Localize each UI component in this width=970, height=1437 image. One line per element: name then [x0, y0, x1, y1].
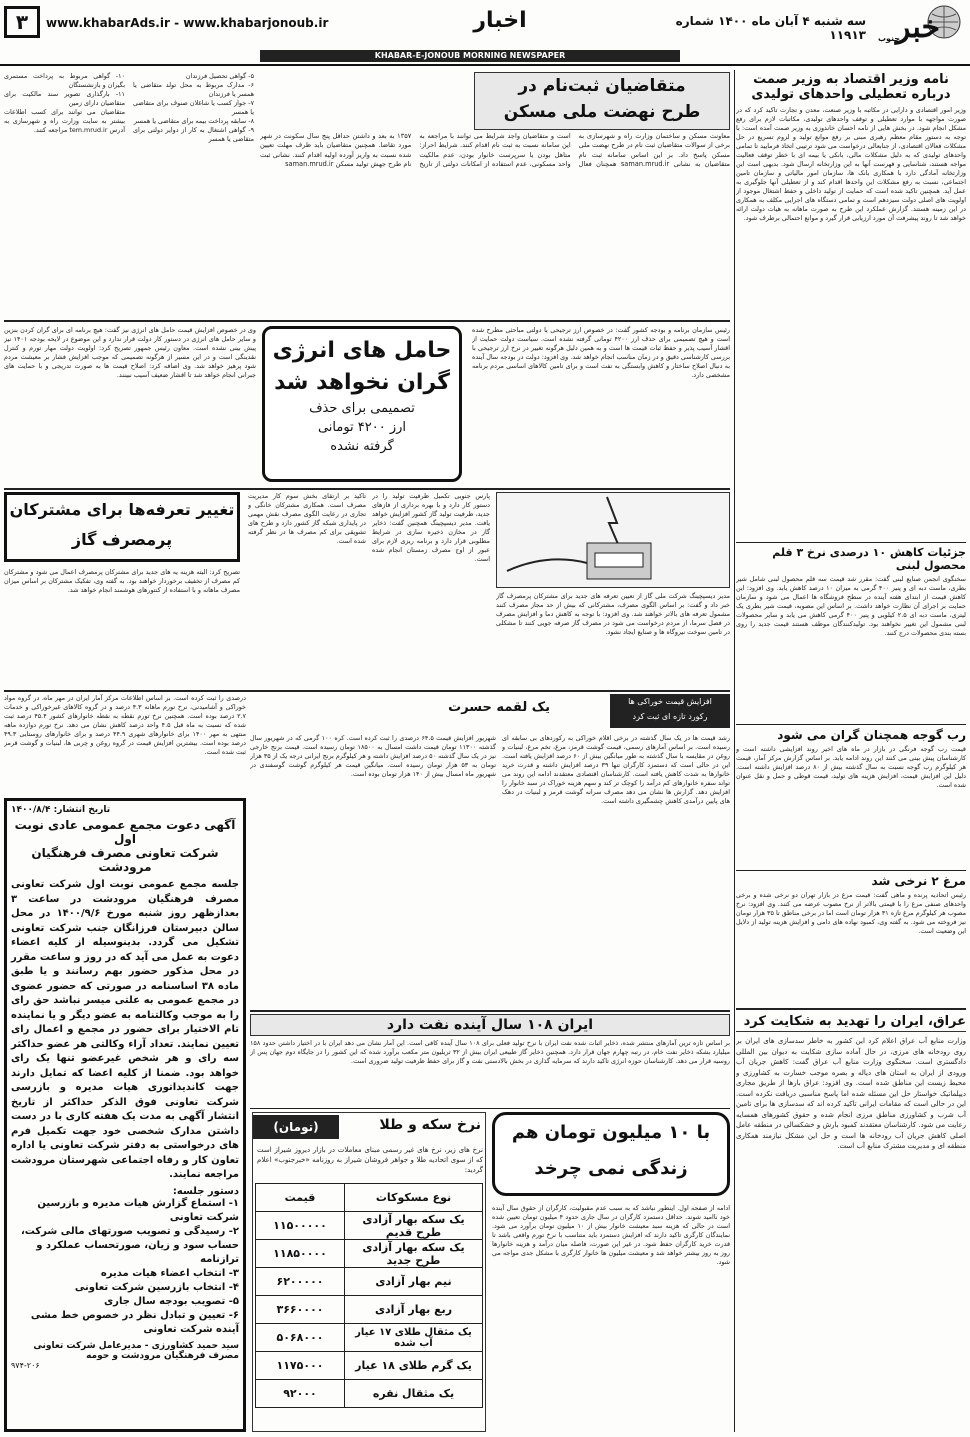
english-band [260, 50, 680, 62]
website-url[interactable]: www.khabarAds.ir - www.khabarjonoub.ir [46, 16, 329, 30]
iraq-body: وزارت منابع آب عراق اعلام کرد این کشور به خاطر سدسازی های ایران بر روی رودخانه های مرزی، در حال آماده سازی شکایت به دیوان بین المللی دادگستری است. سخنگوی وزارت منابع آب عراق گفت: کاهش جریان آب ورودی از ایران به استان های دیاله و بصره موجب خسارت به کشاورزی و محیط زیست این مناطق شده است. وی افزود: عراق بارها از طریق مجاری دیپلماتیک خواستار حل این مسئله شده اما پاسخ مناسبی دریافت نکرده است. این در حالی است که مقامات ایرانی تاکید کرده اند که سدسازی ها برای تامین آب شرب و کشاورزی مناطق مرزی انجام شده و حقوق کشورهای همسایه رعایت می شود. کارشناسان معتقدند کمبود بارش و خشکسالی در منطقه عامل اصلی کاهش جریان آب رودخانه ها است و حل این مشکل نیازمند همکاری منطقه ای و مدیریت مشترک منابع آب است. [736, 1037, 966, 1150]
dairy-title: جزئیات کاهش ۱۰ درصدی نرخ ۳ قلم محصول لبنی [772, 546, 966, 572]
notice-date: تاریخ انتشار: ۱۴۰۰/۸/۴ [11, 805, 111, 815]
coin-table [255, 1183, 483, 1408]
dairy-body: سخنگوی انجمن صنایع لبنی گفت: مقرر شد قیمت سه قلم محصول لبنی شامل شیر بطری، ماست دبه ای و پنیر ۴۰۰ گرمی به میزان ۱۰ درصد کاهش یابد. وی افزود: این کاهش قیمت از ابتدای هفته آینده در سطح فروشگاه ها اعمال می شود و سازمان حمایت بر اجرای آن نظارت خواهد داشت. بر اساس این مصوبه، قیمت شیر بطری یک لیتری، ماست دبه ای ۲.۵ کیلویی و پنیر ۴۰۰ گرمی کاهش می یابد و سایر محصولات لبنی مشمول این تغییر نخواهند بود. تولیدکنندگان موظف هستند قیمت جدید را روی بسته بندی محصولات درج کنند. [736, 575, 966, 637]
inflation-body: درصدی را ثبت کرده است. بر اساس اطلاعات مرکز آمار ایران در مهر ماه، در گروه مواد خوراکی و آشامیدنی، نرخ تورم ماهانه ۴.۳ درصد و در گروه کالاهای غیرخوراکی و خدمات ۲.۷ درصد بوده است. همچنین نرخ تورم نقطه به نقطه خانوارهای کشور ۴۵.۴ درصد ثبت شده که نسبت به ماه قبل ۴.۵ واحد درصد کاهش نشان می دهد. نرخ تورم دوازده ماهه منتهی به مهر ۱۴۰۰ برای خانوارهای شهری ۴۴.۹ درصد و برای خانوارهای روستایی ۴۹.۳ درصد بوده است. بیشترین افزایش قیمت در گروه روغن و چربی ها، لبنیات و گوشت قرمز ثبت شده است. [4, 694, 246, 756]
notice-title: آگهی دعوت مجمع عمومی عادی نوبت اول [14, 818, 236, 846]
coin-item: یک مثقال طلای ۱۷ عیار آب شده [345, 1324, 483, 1352]
energy-subtitle: تصمیمی برای حذف [309, 401, 415, 416]
agenda-item: ۴- انتخاب بازرسین شرکت تعاونی [74, 1281, 239, 1293]
coin-table-wrap [255, 1183, 483, 1429]
doc-item: ۸- سابقه پرداخت بیمه برای متقاضی یا همسر [133, 117, 254, 125]
gas-title-2: پرمصرف گاز [71, 530, 173, 549]
page-number: ۳ [15, 10, 29, 34]
logo-sub: جنوب [877, 34, 901, 43]
coin-item: یک سکه بهار آزادی طرح جدید [345, 1240, 483, 1268]
gas-body-b: پارس جنوبی تکمیل ظرفیت تولید را در دستور کار دارد و با بهره برداری از فازهای جدید، ظرفیت تولید گاز کشور افزایش خواهد یافت. مدیر دیسپچینگ همچنین گفت: ذخایر گاز در مخازن ذخیره سازی در شرایط مطلوبی قرار دارد و برنامه ریزی لازم برای عبور از اوج مصرف زمستان انجام شده است. [372, 492, 490, 563]
doc-item: ۷- جواز کسب یا شاغلان صنوف برای متقاضی یا همسر [133, 99, 254, 116]
table-row [256, 1240, 483, 1268]
table-row [256, 1352, 483, 1380]
article-ten-million [492, 1112, 730, 1432]
energy-headline-box [262, 326, 462, 482]
chicken-title: مرغ ۲ نرخی شد [871, 874, 966, 888]
economy-body: وزیر امور اقتصادی و دارایی در مکاتبه با وزیر صنعت، معدن و تجارت تاکید کرد که در صورت مواجهه با موارد تعطیلی و توقف واحدهای تولیدی، مکاتبات لازم برای رفع مشکل انجام شود. در بخش هایی از نامه احسان خاندوزی به وزیر صمت آمده است: با توجه به دستور مقام معظم رهبری مبنی بر رفع موانع تولید و لزوم تسریع در حل مشکلات فعالان اقتصادی، از جنابعالی درخواست می شود ترتیبی اتخاذ فرمایید تا تمامی واحدهای تولیدی که به دلیل مشکلات مالی، بانکی یا بیمه ای با خطر توقف فعالیت مواجه هستند، شناسایی و فهرست آنها به این وزارتخانه ارسال شود. بدیهی است این وزارتخانه آمادگی دارد با همکاری بانک ها، سازمان امور مالیاتی و سازمان تامین اجتماعی، نسبت به رفع مشکلات این واحدها اقدام کند و از تعطیلی آنها جلوگیری به عمل آید. همچنین تاکید شده است که حمایت از تولید داخلی و حفظ اشتغال موجود از اولویت های اصلی دولت سیزدهم است و تمامی دستگاه های اجرایی مکلف به همکاری در این زمینه هستند. گزارش عملکرد این طرح به صورت ماهانه به هیات دولت ارائه خواهد شد تا روند پیشرفت آن مورد ارزیابی قرار گیرد و موانع احتمالی برطرف شود. [736, 106, 966, 222]
gas-illustration [496, 492, 730, 588]
agenda-item: ۳- انتخاب اعضاء هیات مدیره [100, 1267, 239, 1279]
ten-million-title-2: زندگی‌ نمی چرخد [534, 1158, 688, 1179]
economy-subtitle: درباره تعطیلی واحدهای تولیدی [751, 87, 951, 102]
notice-body: جلسه مجمع عمومی نوبت اول شرکت تعاونی مصرف فرهنگیان مرودشت در ساعت ۳ بعدازظهر روز شنبه مورخ ۱۴۰۰/۹/۶ در محل سالن دبیرستان فرزانگان جنب شرکت تعاونی تشکیل می گردد. بدینوسیله از کلیه اعضاء دعوت به عمل می آید که در روز و ساعت مقرر در محل مذکور حضور بهم رسانند و یا طبق ماده ۳۸ اساسنامه در صورتی که حضور عضوی در مجمع عمومی به علتی میسر نباشد حق رای را به موجب وکالتنامه به عضو دیگر و یا نماینده تام الاختیار برای حضور در مجمع و اعمال رای تعیین نمایند. تعداد آراء وکالتی هر عضو حداکثر سه رای و هر شخص غیرعضو تنها یک رای خواهد بود. ضمنا از کلیه اعضا که تمایل دارند جهت کاندیداتوری هیات مدیره و بازرسی شرکت تعاونی فوق الذکر حداکثر از تاریخ انتشار آگهی به مدت یک هفته کاری با در دست داشتن مدارک شخصی خود جهت تکمیل فرم های درخواستی به دفتر شرکت تعاونی یا اداره تعاون کار و رفاه اجتماعی شهرستان مرودشت مراجعه نمایند. [11, 879, 239, 1180]
notice-subtitle: شرکت تعاونی مصرف فرهنگیان مرودشت [31, 846, 219, 874]
gas-body-a: مدیر دیسپچینگ شرکت ملی گاز از تعیین تعرفه های جدید برای مشترکان پرمصرف گاز خبر داد و گفت: بر اساس الگوی مصرف، مشترکانی که بیش از حد مجاز مصرف کنند مشمول تعرفه های بالاتر خواهند شد. وی افزود: با توجه به کاهش دما و افزایش مصرف در فصل سرما، از مردم درخواست می شود در مصرف گاز صرفه جویی کنند تا مشکلی در تامین سوخت نیروگاه ها و صنایع ایجاد نشود. [496, 592, 730, 636]
table-row [256, 1324, 483, 1352]
tomato-title: رب گوجه همچنان گران می شود [777, 728, 966, 742]
energy-title: حامل های انرژی [272, 338, 452, 363]
economy-title: نامه وزیر اقتصاد به وزیر صمت [753, 72, 949, 87]
chicken-body: رئیس اتحادیه پرنده و ماهی گفت: قیمت مرغ در بازار تهران دو نرخی شده و برخی واحدهای صنفی مرغ را با قیمتی بالاتر از نرخ مصوب عرضه می کنند. وی افزود: نرخ مصوب هر کیلوگرم مرغ تازه ۳۱ هزار تومان است اما در برخی مناطق تا ۳۵ هزار تومان نیز فروخته می شود. به گفته وی، کمبود نهاده های دامی و افزایش هزینه تولید از دلایل این وضعیت است. [736, 891, 966, 935]
coin-price: ۵۰۶۸۰۰۰ [256, 1324, 345, 1352]
meeting-notice [4, 798, 246, 1432]
coin-item: یک گرم طلای ۱۸ عیار [345, 1352, 483, 1380]
article-gas [4, 492, 730, 688]
masthead [0, 0, 970, 66]
energy-subtitle-2: ارز ۴۲۰۰ تومانی [317, 420, 407, 435]
coin-price: ۹۲۰۰۰ [256, 1380, 345, 1408]
coin-item: یک مثقال نقره [345, 1380, 483, 1408]
energy-body-right: رئیس سازمان برنامه و بودجه کشور گفت: در خصوص ارز ترجیحی یا دولتی مباحثی مطرح شده است و هیچ تصمیمی برای حذف ارز ۴۲۰۰ تومانی گرفته نشده است. سیاست دولت حمایت از اقشار آسیب پذیر و حفظ ثبات قیمت ها است و به همین دلیل هرگونه تغییر در نرخ ارز ترجیحی با بررسی کارشناسی دقیق و در زمان مناسب انجام خواهد شد. وی افزود: دولت در بودجه سال آینده به دنبال اصلاح ساختار و کاهش وابستگی به نفت است و برای تامین کالاهای اساسی مردم برنامه مشخصی دارد. [472, 326, 730, 379]
coin-price: ۳۶۶۰۰۰۰ [256, 1296, 345, 1324]
coin-price: ۱۱۵۰۰۰۰۰ [256, 1212, 345, 1240]
ten-million-body: ادامه از صفحه اول. اینطور نباشد که به سبب عدم مقبولیت، کارگران از حقوق سال آینده خود ناامید شوند. حداقل دستمزد کارگران در سال جاری حدود ۴ میلیون تومان تعیین شده است در حالی که هزینه سبد معیشت خانوار بیش از ۱۰ میلیون تومان برآورد می شود. نمایندگان کارگری تاکید دارند که افزایش دستمزد باید متناسب با نرخ تورم واقعی باشد تا قدرت خرید کارگران حفظ شود. در غیر این صورت، فاصله میان درآمد و هزینه خانوارها روز به روز بیشتر خواهد شد و معیشت میلیون ها خانوار کارگری با مشکل جدی مواجه می شود. [492, 1204, 730, 1266]
newspaper-logo [872, 2, 964, 48]
table-row [256, 1212, 483, 1240]
issue-date: سه شنبه ۴ آبان ماه ۱۴۰۰ شماره ۱۱۹۱۳ [675, 14, 866, 42]
ten-million-headline-box [492, 1112, 730, 1196]
notice-agenda-title: دستور جلسه: [172, 1185, 239, 1197]
doc-item: ۹- گواهی اشتغال به کار از دوایر دولتی برای متقاضی یا همسر [133, 126, 254, 143]
article-energy [4, 326, 730, 486]
energy-subtitle-3: گرفته نشده [330, 439, 394, 454]
energy-title-2: گران نخواهد شد [274, 370, 450, 395]
coin-item: نیم بهار آزادی [345, 1268, 483, 1296]
gas-body-c: تاکید بر ارتقای بخش سوم کار مدیریت مصرف است. همکاری مشترکان خانگی و تجاری در رعایت الگوی مصرف نقش مهمی در پایداری شبکه گاز کشور دارد و طرح های تشویقی برای کم مصرف ها در نظر گرفته شده است. [248, 492, 366, 545]
agenda-item: ۱- استماع گزارش هیات مدیره و بازرسین شرکت تعاونی [37, 1197, 239, 1223]
article-chicken [736, 874, 966, 1004]
bread-body: رشد قیمت ها در یک سال گذشته در برخی اقلام خوراکی به رکوردهای بی سابقه ای رسیده است. بر اساس آمارهای رسمی، قیمت گوشت قرمز، مرغ، تخم مرغ، لبنیات و روغن در مقایسه با سال گذشته به طور میانگین بیش از ۶۰ درصد افزایش یافته است. این در حالی است که دستمزد کارگران تنها ۳۹ درصد افزایش داشته و قدرت خرید خانوارها به شدت کاهش یافته است. کارشناسان اقتصادی معتقدند ادامه این روند می تواند سفره خانوارهای کم درآمد را کوچک تر کند و سهم هزینه خوراک در سبد خانوار را افزایش دهد. گزارش ها نشان می دهد مصرف سرانه گوشت قرمز و لبنیات در دهک های پایین درآمدی کاهش چشمگیری داشته است. [502, 734, 730, 805]
coin-col-item: نوع مسکوکات [345, 1184, 483, 1212]
oil-title: ایران ۱۰۸ سال آینده نفت دارد [250, 1014, 730, 1036]
article-housing [260, 132, 730, 318]
article-oil [250, 1014, 730, 1106]
coin-price: ۱۱۸۵۰۰۰۰ [256, 1240, 345, 1268]
agenda-item: ۲- رسیدگی و تصویب صورتهای مالی شرکت، حساب سود و زیان، صورتحساب عملکرد و ترازنامه [20, 1225, 239, 1265]
bread-badge [610, 694, 730, 728]
ten-million-title: با ۱۰ میلیون تومان هم [511, 1122, 711, 1143]
article-dairy [736, 546, 966, 722]
tomato-body: قیمت رب گوجه فرنگی در بازار در ماه های اخیر روند افزایشی داشته است و کارشناسان پیش بینی می کنند این روند ادامه یابد. بر اساس گزارش مرکز آمار، قیمت هر کیلوگرم رب گوجه نسبت به سال گذشته بیش از ۸۰ درصد افزایش داشته است. دلیل این افزایش قیمت، افزایش هزینه های تولید، قیمت قوطی و حمل و نقل عنوان شده است. [736, 745, 966, 789]
bread-badge-line-2: رکورد تازه ای ثبت کرد [632, 712, 708, 721]
article-tomato [736, 728, 966, 868]
coin-price: ۶۲۰۰۰۰۰ [256, 1268, 345, 1296]
coin-description: نرخ های زیر، نرخ های غیر رسمی مبنای معاملات در بازار دیروز شیراز است که از سوی اتحادیه طلا و جواهر فروشان شیراز به روزنامه «خبرجنوب» اعلام گردید: [257, 1146, 483, 1174]
iraq-title: عراق، ایران را تهدید به شکایت کرد [736, 1014, 966, 1032]
bread-badge-line: افزایش قیمت خوراکی ها [628, 697, 712, 706]
doc-item: ۱۰- گواهی مربوط به پرداخت مستمری بگیران و بازنشستگان [4, 72, 125, 89]
article-bread [250, 694, 730, 1006]
gas-title: تغییر تعرفه‌ها برای مشترکان [9, 500, 235, 519]
coin-price: ۱۱۷۵۰۰۰ [256, 1352, 345, 1380]
bread-title: یک لقمه حسرت [448, 700, 550, 715]
article-documents-list [4, 72, 254, 318]
gas-body-d: تصریح کرد: البته هزینه یه های جدید برای مشترکان پرمصرف اعمال می شود و مشترکان کم مصرف از تخفیف برخوردار خواهند بود. به گفته وی، تفکیک مشترکان بر اساس میزان مصرف ماهانه و با استفاده از کنتورهای هوشمند انجام خواهد شد. [4, 568, 240, 594]
oil-body: بر اساس تازه ترین آمارهای منتشر شده، ذخایر اثبات شده نفت ایران با نرخ تولید فعلی برای ۱۰۸ سال آینده کافی است. این آمار نشان می دهد ایران با در اختیار داشتن حدود ۱۵۸ میلیارد بشکه ذخایر نفت خام، در رتبه چهارم جهان قرار دارد. همچنین ذخایر گاز طبیعی ایران بیش از ۳۲ تریلیون متر مکعب برآورد شده که این کشور را در جایگاه دوم جهان پس از روسیه قرار می دهد. کارشناسان حوزه انرژی تاکید دارند که سرمایه گذاری در بخش بالادستی نفت و گاز برای حفظ ظرفیت تولید ضروری است. [250, 1039, 730, 1065]
gas-heater-icon [497, 493, 729, 587]
article-economy [736, 72, 966, 540]
housing-subtitle: طرح نهضت ملی مسکن [503, 102, 701, 122]
table-row [256, 1296, 483, 1324]
housing-body: معاونت مسکن و ساختمان وزارت راه و شهرسازی به برخی از سوالات متقاضیان ثبت نام در طرح نهضت ملی مسکن پاسخ داد. بر این اساس سامانه ثبت نام متقاضیان به نشانی saman.mrud.ir همچنان فعال است و متقاضیان واجد شرایط می توانند با مراجعه به این سامانه نسبت به ثبت نام اقدام کنند. شرایط احراز: متاهل بودن یا سرپرست خانوار بودن، عدم مالکیت واحد مسکونی، عدم استفاده از امکانات دولتی از تاریخ ۱۳۵۷ به بعد و داشتن حداقل پنج سال سکونت در شهر مورد تقاضا. همچنین متقاضیان باید ظرف مهلت تعیین شده نسبت به واریز آورده اولیه اقدام کنند. نشانی ثبت نام طرح جهش تولید مسکن saman.mrud.ir [260, 132, 730, 169]
gas-headline-box [4, 492, 240, 562]
coin-col-price: قیمت [256, 1184, 345, 1212]
notice-code: ۹۷۴-۲۰۶ [11, 1360, 40, 1370]
housing-title: متقاضیان ثبت‌نام در [518, 76, 686, 96]
coin-header [253, 1113, 485, 1143]
section-title: اخبار [473, 8, 527, 33]
article-iraq [736, 1014, 966, 1434]
housing-headline-box [474, 72, 730, 130]
page-number-box [4, 6, 40, 38]
doc-item: متقاضیان می توانند برای کسب اطلاعات بیشتر به سایت وزارت راه و شهرسازی به آدرس tem.mrud.ir مراجعه کنند. [4, 108, 125, 134]
table-row [256, 1268, 483, 1296]
newspaper-english: KHABAR-E-JONOUB MORNING NEWSPAPER [374, 51, 566, 60]
coin-unit: (تومان) [253, 1115, 339, 1139]
agenda-item: ۶- تعیین و تبادل نظر در خصوص خط مشی آینده شرکت تعاونی [30, 1309, 239, 1335]
logo-word: خبر [895, 10, 941, 45]
bread-body-2: شهریور افزایش قیمت ۶۴.۵ درصدی را ثبت کرده است. کره ۱۰۰ گرمی که در شهریور سال گذشته ۱۱۳۰۰ تومان قیمت داشت امسال به ۱۸۵۰۰ تومان رسیده است. قیمت برنج خارجی نیز در یک سال گذشته ۵۰ درصد افزایش داشته و هر کیلوگرم برنج ایرانی درجه یک از ۳۵ هزار تومان به ۵۳ هزار تومان رسیده است. میانگین قیمت هر کیلوگرم گوشت گوسفندی در شهریور ماه امسال بیش از ۱۴۰ هزار تومان بوده است. [250, 734, 496, 778]
notice-signature: سید حمید کشاورزی - مدیرعامل شرکت تعاونی مصرف فرهنگیان مرودشت و حومه [33, 1340, 239, 1361]
coin-price-box [252, 1112, 486, 1432]
doc-item: ۵- گواهی تحصیل فرزندان [185, 72, 254, 80]
coin-title: نرخ سکه و طلا [379, 1117, 481, 1133]
coin-item: یک سکه بهار آزادی طرح قدیم [345, 1212, 483, 1240]
table-row [256, 1380, 483, 1408]
agenda-item: ۵- تصویب بودجه سال جاری [104, 1295, 239, 1307]
doc-item: ۶- مدارک مربوط به محل تولد متقاضی یا همسر یا فرزندان [133, 81, 254, 98]
coin-item: ربع بهار آزادی [345, 1296, 483, 1324]
energy-body-left: وی در خصوص افزایش قیمت حامل های انرژی نیز گفت: هیچ برنامه ای برای گران کردن بنزین و سایر حامل های انرژی در دستور کار دولت قرار ندارد و این موضوع در لایحه بودجه ۱۴۰۱ نیز پیش بینی نشده است. معاون رئیس جمهور تصریح کرد: اولویت دولت مهار تورم و کنترل نقدینگی است و در این مسیر از هرگونه تصمیمی که موجب افزایش فشار بر معیشت مردم شود پرهیز خواهد شد. وی اضافه کرد: اصلاح قیمت ها به صورت تدریجی و با حمایت های جبرانی انجام خواهد شد تا اقشار ضعیف آسیب نبینند. [4, 326, 256, 379]
doc-item: ۱۱- بارگذاری تصویر سند مالکیت برای متقاضیان دارای زمین [4, 90, 125, 107]
